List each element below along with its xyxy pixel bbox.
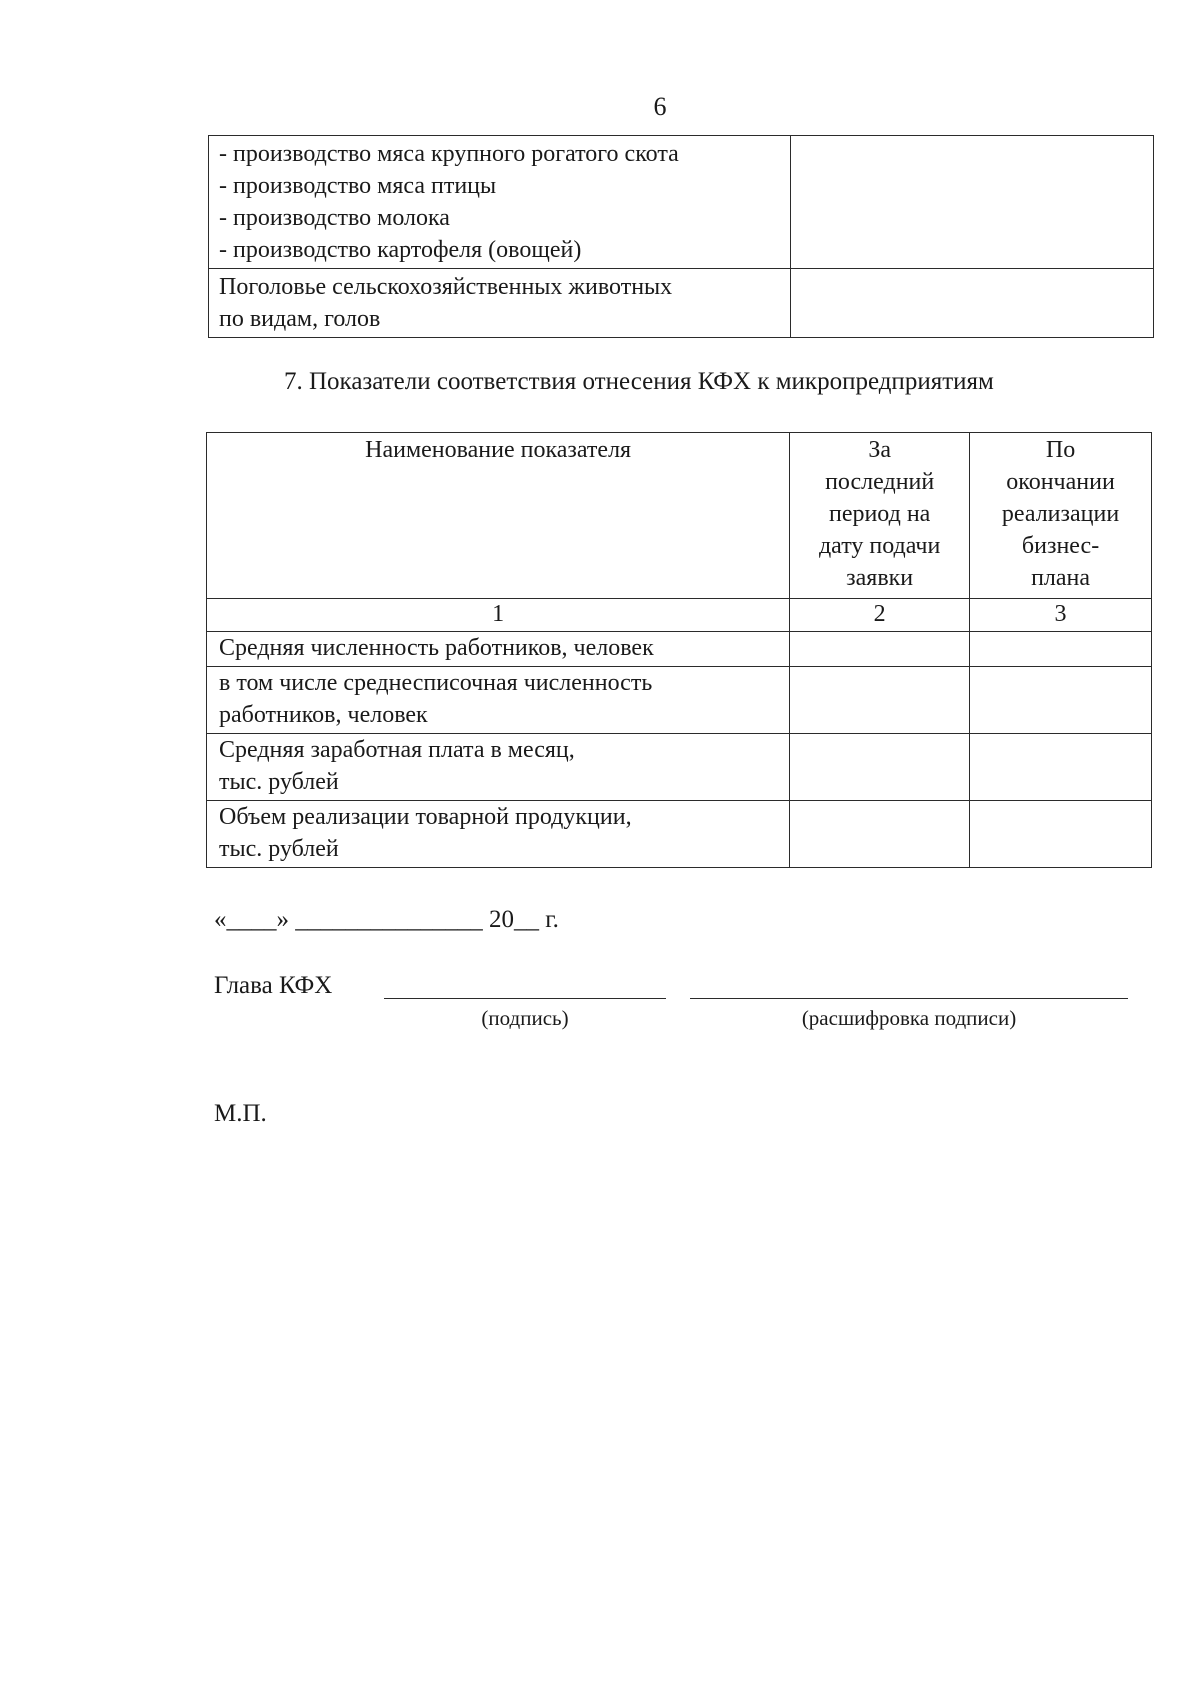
table-row <box>207 667 1152 734</box>
indicator-line: Объем реализации товарной продукции, <box>219 804 632 830</box>
signature-decoding-line[interactable] <box>690 998 1128 999</box>
head-of-farm-label: Глава КФХ <box>214 972 333 999</box>
column-number: 3 <box>970 599 1152 632</box>
header-line: бизнес- <box>1021 533 1100 559</box>
indicator-line: Средняя численность работников, человек <box>219 635 654 661</box>
value-cell-end[interactable] <box>970 632 1152 667</box>
header-line: За <box>868 437 891 463</box>
value-cell-end[interactable] <box>970 801 1152 868</box>
stamp-place-label: М.П. <box>214 1100 267 1127</box>
indicator-line: в том числе среднесписочная численность <box>219 670 653 696</box>
table-row <box>207 632 1152 667</box>
indicator-line: - производство мяса крупного рогатого скота <box>219 141 679 167</box>
indicator-cell <box>209 269 791 338</box>
value-cell-period[interactable] <box>790 667 970 734</box>
page-number: 6 <box>653 92 667 121</box>
value-cell-period[interactable] <box>790 632 970 667</box>
table-row <box>207 734 1152 801</box>
header-indicator-name: Наименование показателя <box>207 433 790 599</box>
microenterprise-indicators-table <box>206 432 1152 868</box>
value-cell-end[interactable] <box>970 734 1152 801</box>
value-cell[interactable] <box>791 136 1154 269</box>
signature-line[interactable] <box>384 998 666 999</box>
indicator-line: Поголовье сельскохозяйственных животных <box>219 274 673 300</box>
header-last-period <box>790 433 970 599</box>
table-row <box>209 136 1154 269</box>
header-line: заявки <box>846 565 914 591</box>
header-line: последний <box>825 469 935 495</box>
production-table <box>208 135 1154 338</box>
value-cell-period[interactable] <box>790 734 970 801</box>
table-row <box>209 269 1154 338</box>
header-end-of-plan <box>970 433 1152 599</box>
value-cell-period[interactable] <box>790 801 970 868</box>
value-cell-end[interactable] <box>970 667 1152 734</box>
header-line: реализации <box>1001 501 1120 527</box>
header-line: плана <box>1031 565 1091 591</box>
table-row <box>207 801 1152 868</box>
indicator-cell <box>207 667 790 734</box>
date-field[interactable]: «____» _______________ 20__ г. <box>214 906 559 933</box>
indicator-line: по видам, голов <box>219 306 381 332</box>
column-number: 1 <box>207 599 790 632</box>
header-line: окончании <box>1006 469 1115 495</box>
indicator-cell <box>209 136 791 269</box>
indicator-line: - производство картофеля (овощей) <box>219 237 582 263</box>
indicator-line: Средняя заработная плата в месяц, <box>219 737 575 763</box>
indicator-line: тыс. рублей <box>219 769 339 795</box>
column-number-row <box>207 599 1152 632</box>
header-line: дату подачи <box>818 533 941 559</box>
signature-caption: (подпись) <box>481 1006 569 1030</box>
indicator-line: тыс. рублей <box>219 836 339 862</box>
indicator-line: работников, человек <box>219 702 428 728</box>
indicator-line: - производство мяса птицы <box>219 173 497 199</box>
header-line: По <box>1045 437 1076 463</box>
indicator-cell <box>207 734 790 801</box>
value-cell[interactable] <box>791 269 1154 338</box>
signature-decoding-caption: (расшифровка подписи) <box>801 1006 1017 1030</box>
indicator-line: - производство молока <box>219 205 450 231</box>
indicator-cell <box>207 801 790 868</box>
column-number: 2 <box>790 599 970 632</box>
section-heading: 7. Показатели соответствия отнесения КФХ к микропредприятиям <box>284 368 994 395</box>
indicator-cell <box>207 632 790 667</box>
header-line: период на <box>828 501 931 527</box>
table-header-row <box>207 433 1152 599</box>
